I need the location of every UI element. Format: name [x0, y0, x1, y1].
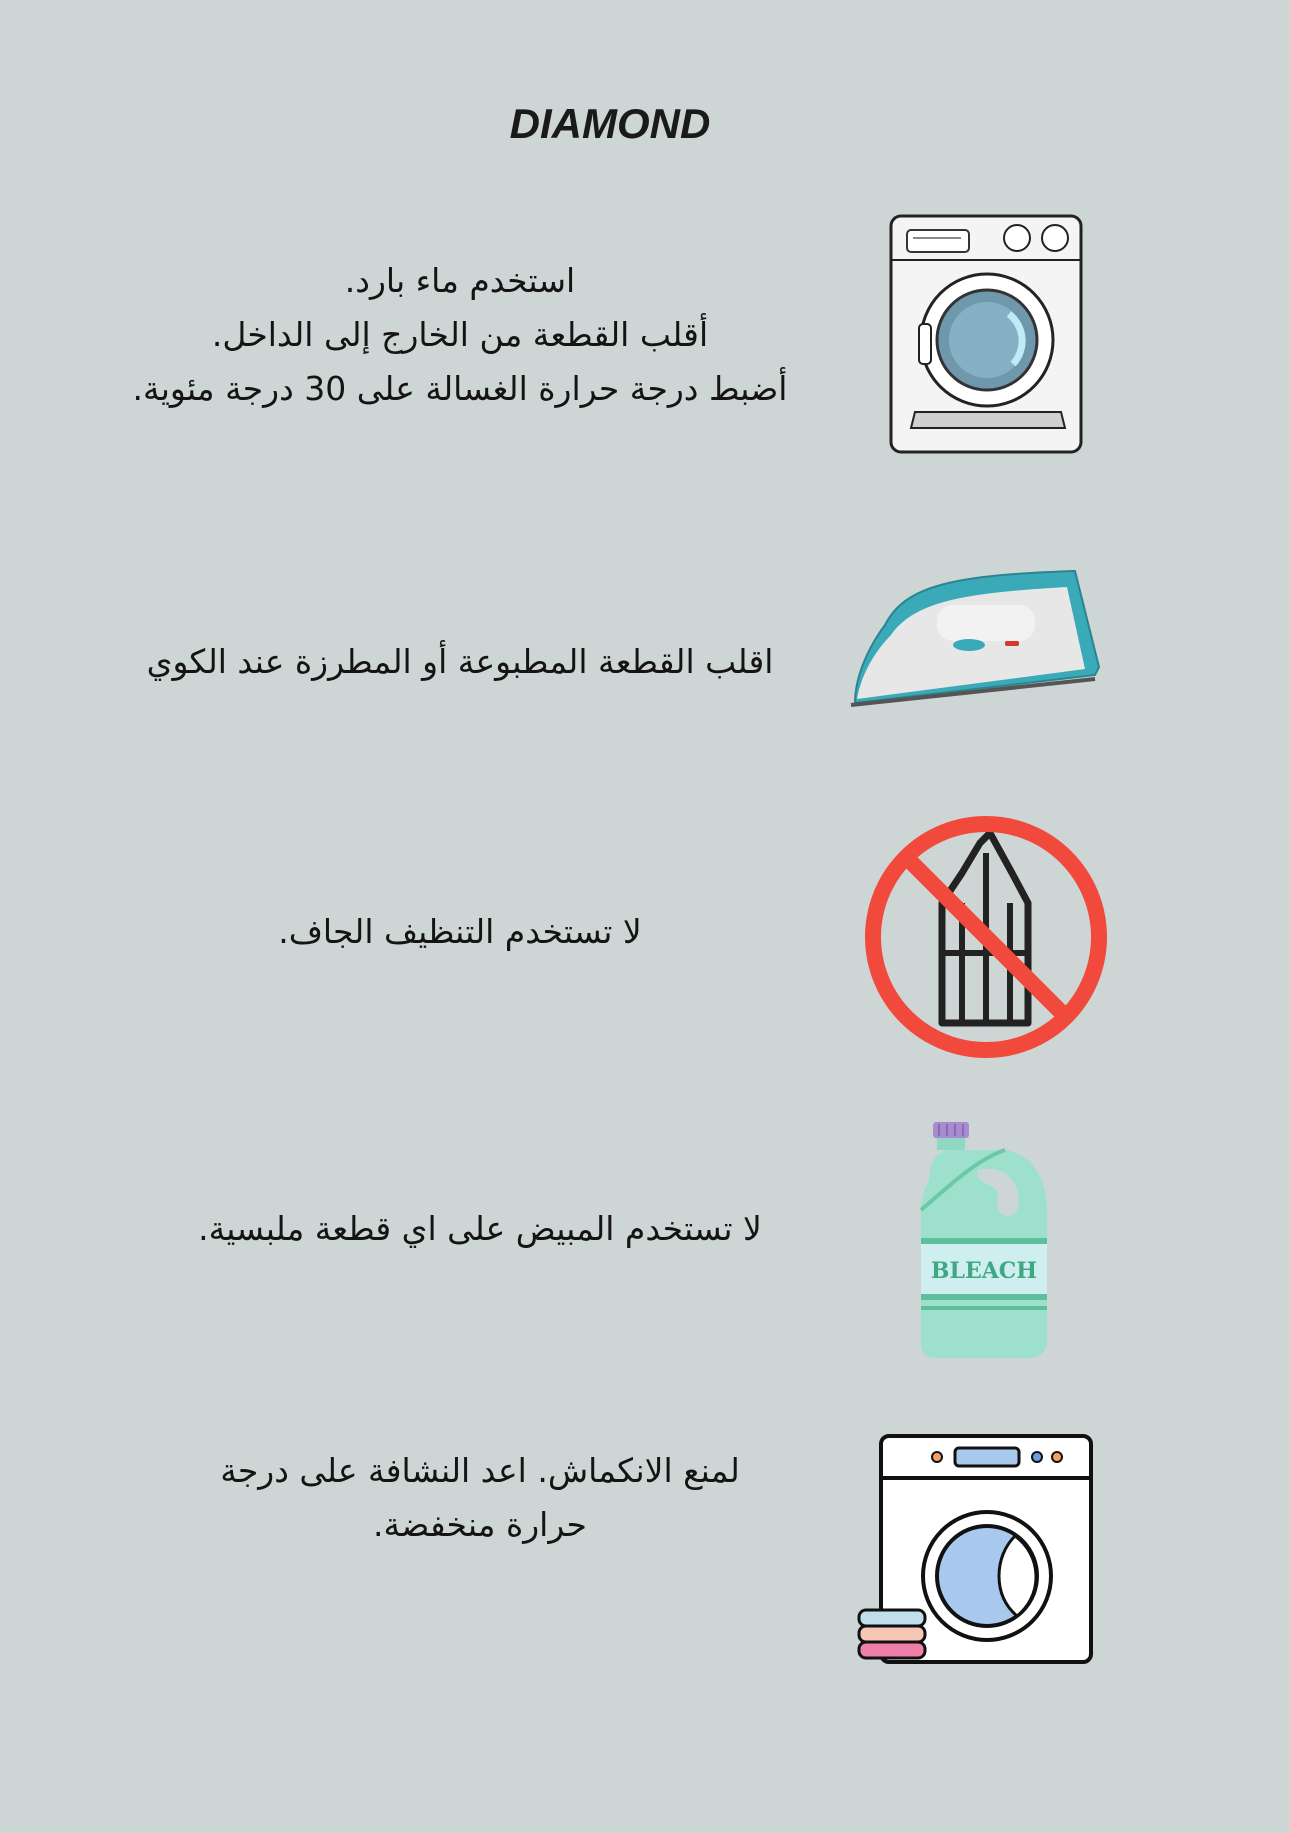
instruction-5-text	[130, 1444, 830, 1552]
washing-machine-icon	[885, 212, 1085, 456]
bleach-label: BLEACH	[930, 1258, 1038, 1284]
instruction-line: لمنع الانكماش. اعد النشافة على درجة	[220, 1451, 740, 1490]
instruction-line: استخدم ماء بارد.	[344, 261, 576, 300]
instruction-line: لا تستخدم المبيض على اي قطعة ملبسية.	[198, 1209, 762, 1248]
instruction-line: حرارة منخفضة.	[373, 1505, 587, 1544]
instruction-line: لا تستخدم التنظيف الجاف.	[278, 912, 642, 951]
bleach-bottle-icon	[915, 1120, 1055, 1360]
instruction-line: اقلب القطعة المطبوعة أو المطرزة عند الكوي	[146, 642, 774, 681]
front-loader-washer-icon	[855, 1432, 1095, 1666]
brand-logo: DIAMOND	[509, 100, 711, 147]
instruction-2-text	[110, 635, 810, 689]
iron-icon	[845, 565, 1105, 715]
no-dry-clean-icon	[862, 813, 1110, 1061]
instruction-1-text	[110, 254, 810, 416]
instruction-3-text	[110, 905, 810, 959]
instruction-line: أقلب القطعة من الخارج إلى الداخل.	[211, 315, 709, 354]
instruction-4-text	[130, 1202, 830, 1256]
instruction-line: أضبط درجة حرارة الغسالة على 30 درجة مئوية.	[132, 369, 788, 408]
